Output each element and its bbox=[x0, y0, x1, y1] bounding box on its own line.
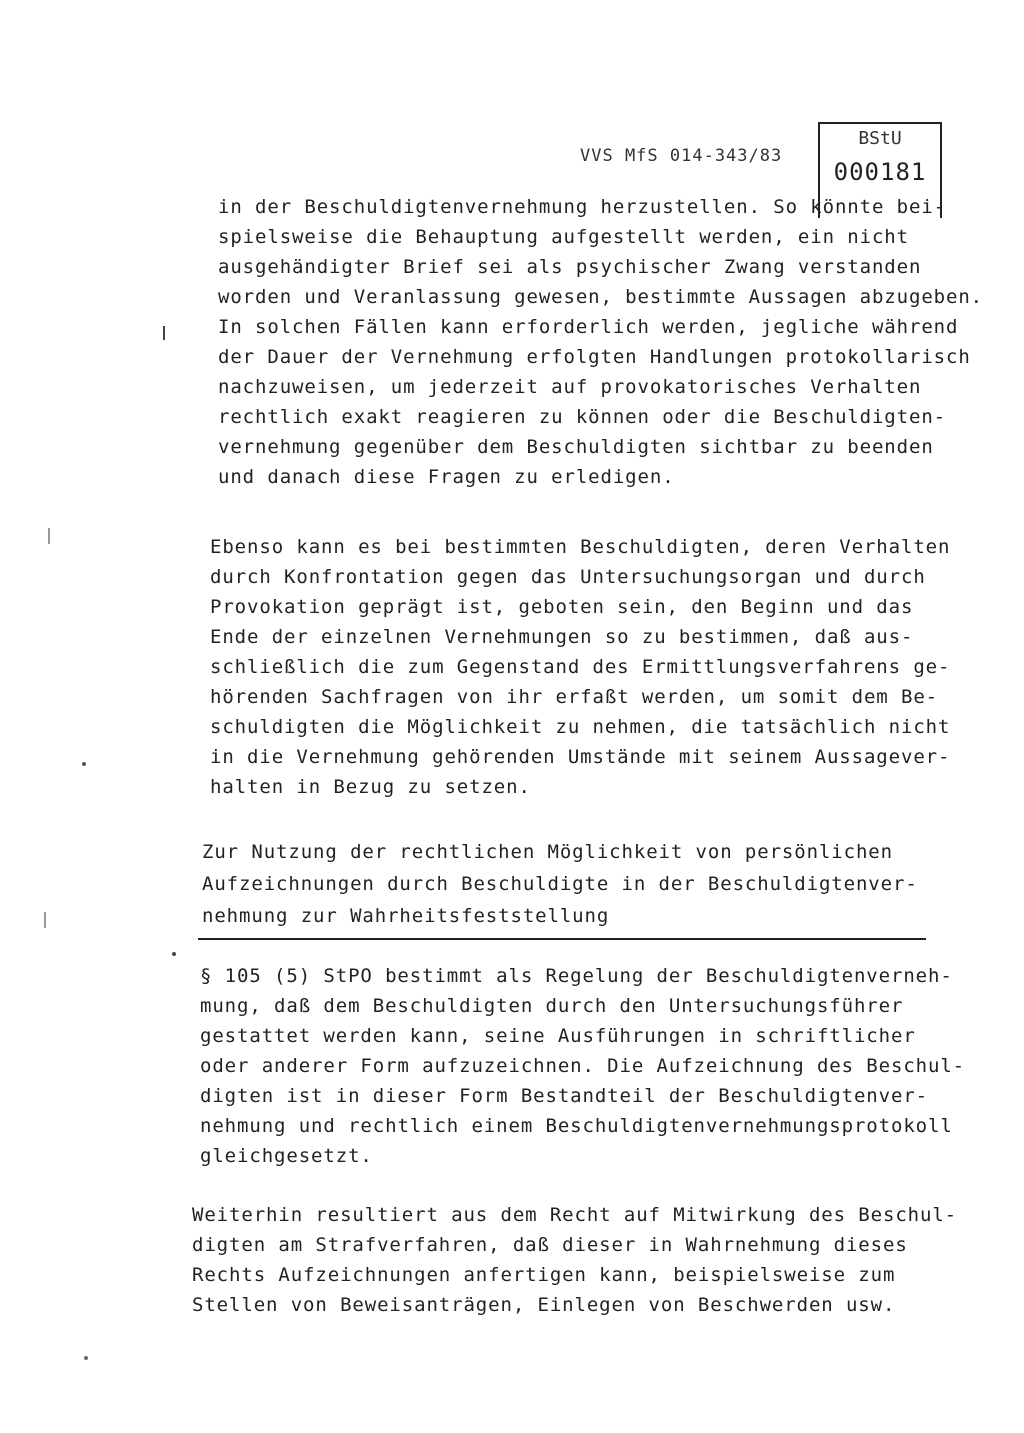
margin-mark bbox=[163, 326, 165, 340]
text-line: § 105 (5) StPO bestimmt als Regelung der Beschuldigtenverneh- bbox=[200, 965, 953, 987]
text-line: Provokation geprägt ist, geboten sein, den Beginn und das bbox=[210, 596, 914, 618]
text-line: Weiterhin resultiert aus dem Recht auf Mitwirkung des Beschul- bbox=[192, 1204, 958, 1226]
text-line: digten am Strafverfahren, daß dieser in Wahrnehmung dieses bbox=[192, 1234, 908, 1256]
text-line: der Dauer der Vernehmung erfolgten Handlungen protokollarisch bbox=[218, 346, 971, 368]
text-line: ausgehändigter Brief sei als psychischer Zwang verstanden bbox=[218, 256, 922, 278]
text-line: hörenden Sachfragen von ihr erfaßt werden, um somit dem Be- bbox=[210, 686, 938, 708]
text-line: nehmung und rechtlich einem Beschuldigtenvernehmungsprotokoll bbox=[200, 1115, 953, 1137]
document-reference: VVS MfS 014-343/83 bbox=[580, 146, 783, 166]
margin-dot bbox=[82, 762, 86, 766]
text-line: schuldigten die Möglichkeit zu nehmen, die tatsächlich nicht bbox=[210, 716, 951, 738]
text-line: gleichgesetzt. bbox=[200, 1145, 373, 1167]
text-line: in die Vernehmung gehörenden Umstände mit seinem Aussagever- bbox=[210, 746, 951, 768]
text-line: gestattet werden kann, seine Ausführungen in schriftlicher bbox=[200, 1025, 916, 1047]
heading-line: Zur Nutzung der rechtlichen Möglichkeit von persönlichen bbox=[202, 841, 893, 863]
text-line: schließlich die zum Gegenstand des Ermittlungsverfahrens ge- bbox=[210, 656, 951, 678]
text-line: in der Beschuldigtenvernehmung herzustellen. So könnte bei- bbox=[218, 196, 946, 218]
text-line: worden und Veranlassung gewesen, bestimmte Aussagen abzugeben. bbox=[218, 286, 984, 308]
text-line: Rechts Aufzeichnungen anfertigen kann, beispielsweise zum bbox=[192, 1264, 896, 1286]
text-line: nachzuweisen, um jederzeit auf provokatorisches Verhalten bbox=[218, 376, 922, 398]
text-line: rechtlich exakt reagieren zu können oder die Beschuldigten- bbox=[218, 406, 946, 428]
heading-line: nehmung zur Wahrheitsfeststellung bbox=[202, 905, 610, 927]
text-line: Stellen von Beweisanträgen, Einlegen von Beschwerden usw. bbox=[192, 1294, 896, 1316]
text-line: Ende der einzelnen Vernehmungen so zu bestimmen, daß aus- bbox=[210, 626, 914, 648]
text-line: Ebenso kann es bei bestimmten Beschuldigten, deren Verhalten bbox=[210, 536, 951, 558]
text-line: In solchen Fällen kann erforderlich werden, jegliche während bbox=[218, 316, 959, 338]
margin-mark bbox=[44, 912, 46, 928]
margin-mark bbox=[48, 528, 50, 544]
text-line: mung, daß dem Beschuldigten durch den Untersuchungsführer bbox=[200, 995, 904, 1017]
text-line: digten ist in dieser Form Bestandteil der Beschuldigtenver- bbox=[200, 1085, 928, 1107]
text-line: und danach diese Fragen zu erledigen. bbox=[218, 466, 675, 488]
margin-dot bbox=[172, 952, 176, 956]
stamp-page-number: 000181 bbox=[833, 158, 927, 186]
text-line: halten in Bezug zu setzen. bbox=[210, 776, 531, 798]
heading-underline bbox=[198, 938, 926, 940]
text-line: oder anderer Form aufzuzeichnen. Die Aufzeichnung des Beschul- bbox=[200, 1055, 966, 1077]
margin-dot bbox=[84, 1356, 88, 1360]
text-line: durch Konfrontation gegen das Untersuchungsorgan und durch bbox=[210, 566, 926, 588]
text-line: spielsweise die Behauptung aufgestellt werden, ein nicht bbox=[218, 226, 909, 248]
stamp-label: BStU bbox=[858, 128, 902, 149]
text-line: vernehmung gegenüber dem Beschuldigten sichtbar zu beenden bbox=[218, 436, 934, 458]
heading-line: Aufzeichnungen durch Beschuldigte in der Beschuldigtenver- bbox=[202, 873, 918, 895]
